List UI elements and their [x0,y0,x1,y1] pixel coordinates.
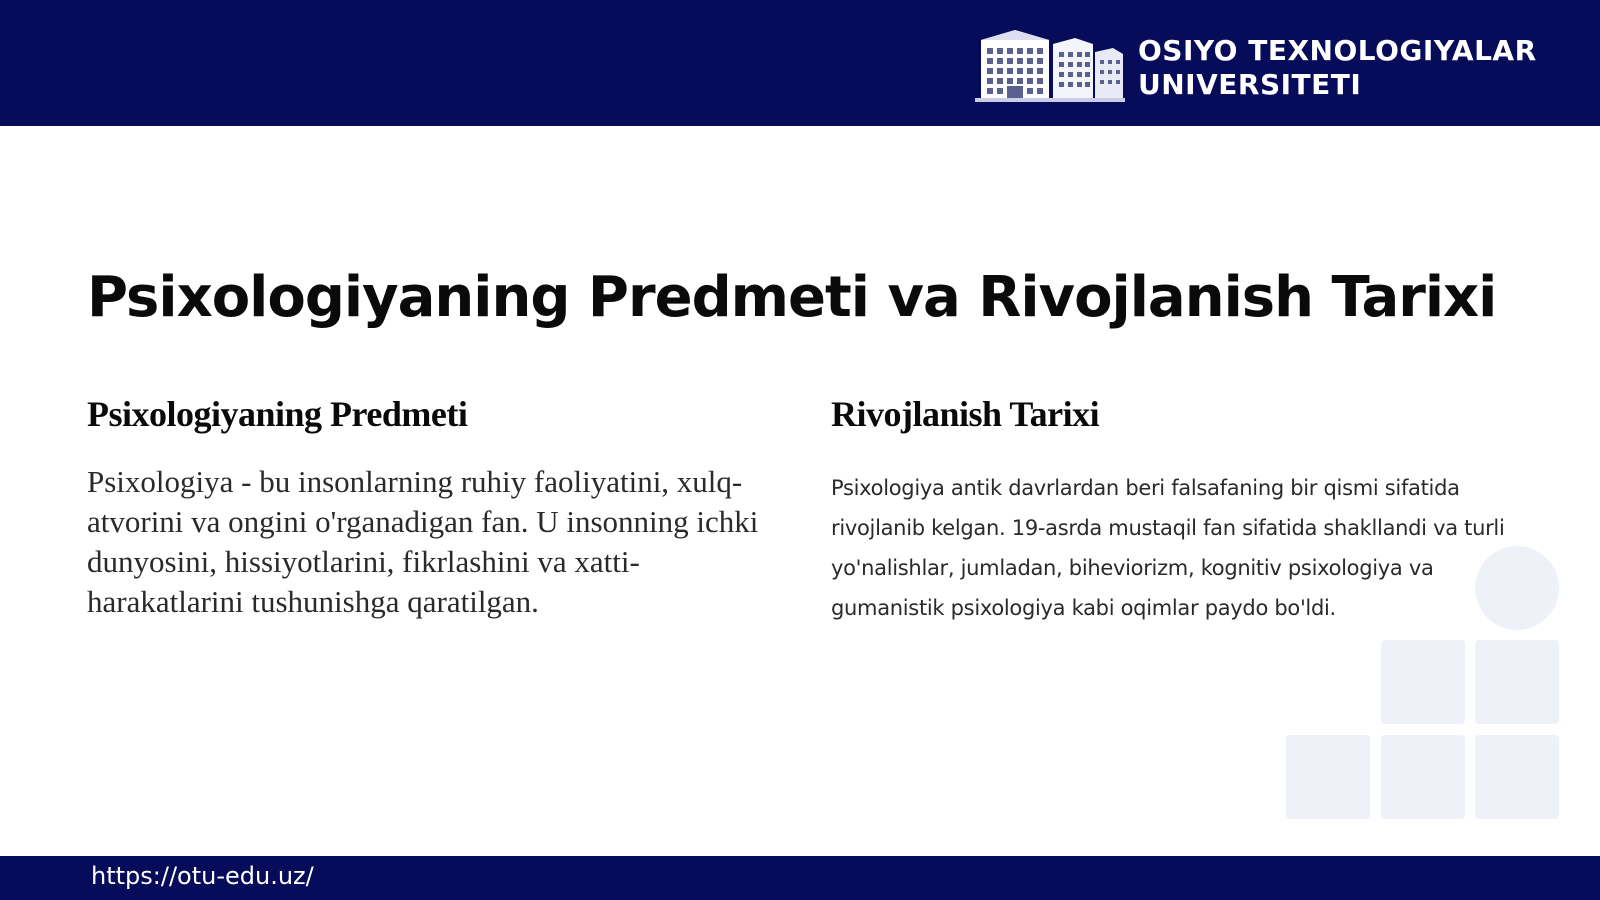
decorative-square [1475,640,1559,724]
decorative-square [1381,735,1465,819]
left-column-body: Psixologiya - bu insonlarning ruhiy faoliyatini, xulq-atvorini va ongini o'rganadigan fan. U insonning ichki dunyosini, hissiyotlarini, fikrlashini va xatti-harakatlarini tushunishga qaratilgan. [87,464,759,619]
decorative-square [1475,735,1559,819]
decorative-circle [1475,546,1559,630]
decorative-square [1381,640,1465,724]
right-column-heading: Rivojlanish Tarixi [831,394,1100,434]
footer-url-link[interactable]: https://otu-edu.uz/ [91,862,314,890]
university-name-line1: OSIYO TEXNOLOGIYALAR [1138,34,1537,67]
university-name-line2: UNIVERSITETI [1138,68,1362,101]
right-column-body: Psixologiya antik davrlardan beri falsafaning bir qismi sifatida rivojlanib kelgan. 19-asrda mustaqil fan sifatida shakllandi va turli yo'nalishlar, jumladan, biheviorizm, kognitiv psixologiya va gumanistik psixologiya kabi oqimlar paydo bo'ldi. [831,476,1505,620]
university-building-icon [975,26,1125,104]
university-name [1138,34,1578,102]
decorative-square [1286,735,1370,819]
slide-title: Psixologiyaning Predmeti va Rivojlanish Tarixi [87,265,1497,330]
header-bar [0,0,1600,126]
left-column-heading: Psixologiyaning Predmeti [87,394,468,434]
